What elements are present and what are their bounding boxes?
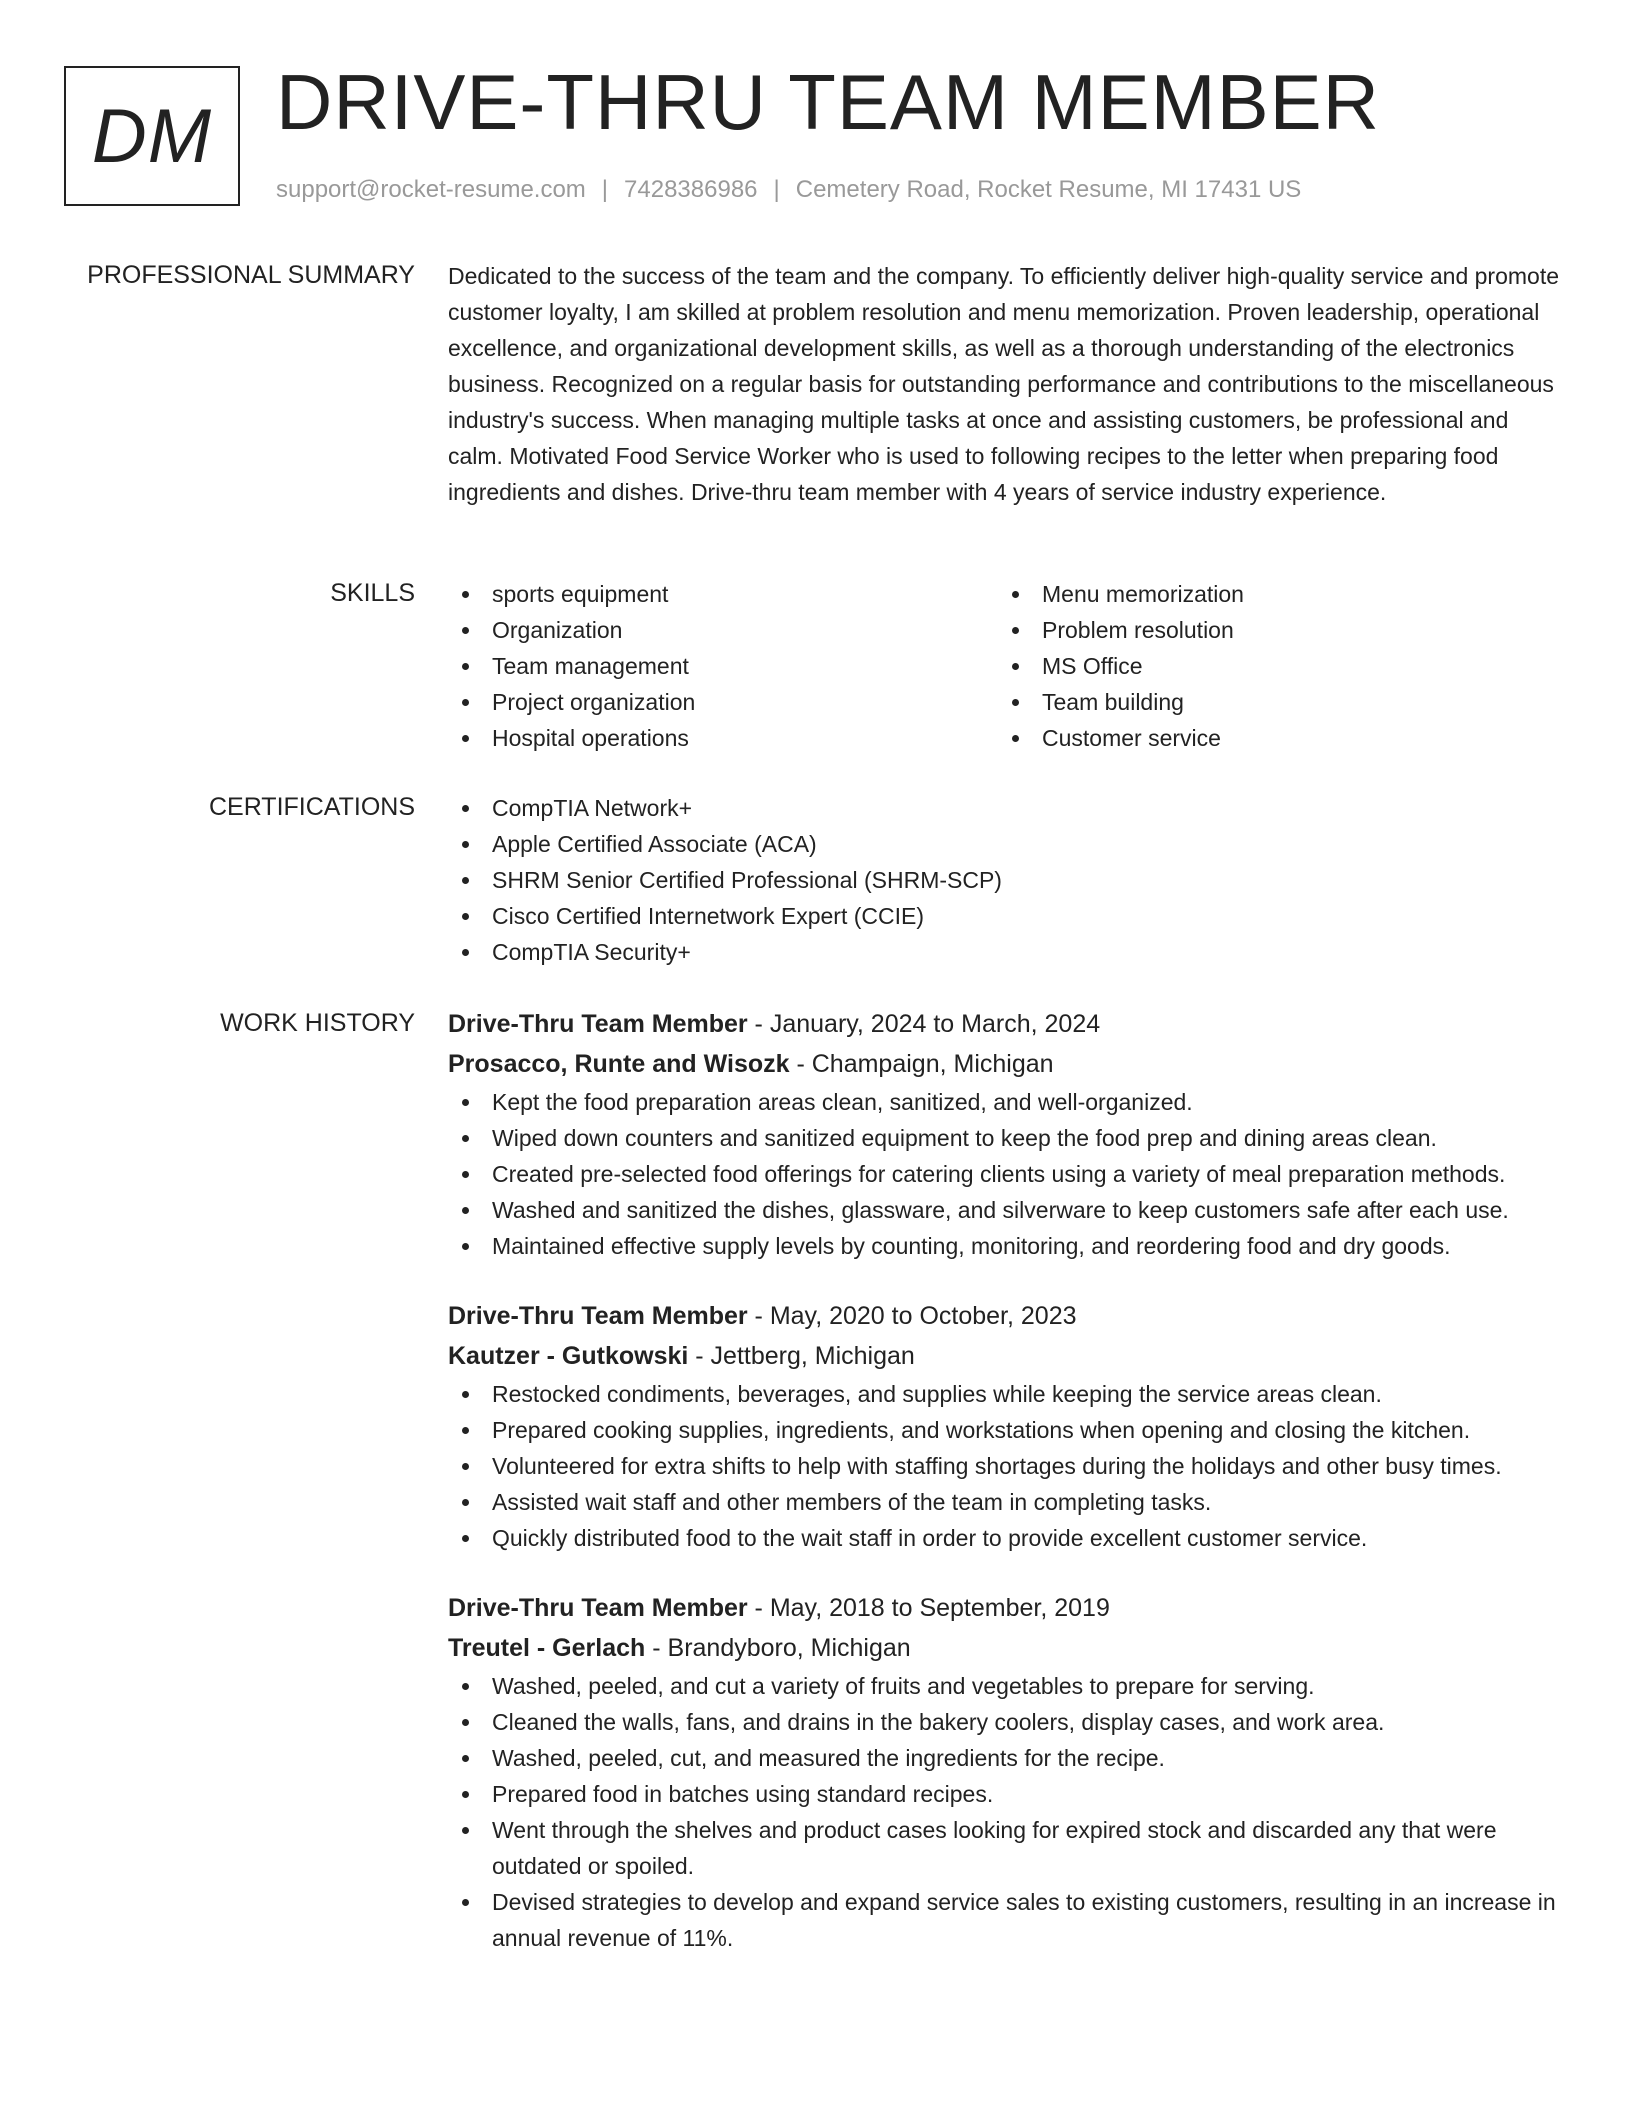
job-title-line [448, 1588, 1568, 1628]
responsibility-item: Volunteered for extra shifts to help with staffing shortages during the holidays and other busy times. [448, 1448, 1568, 1484]
job-company: Kautzer - Gutkowski [448, 1342, 689, 1370]
responsibility-item: Cleaned the walls, fans, and drains in the bakery coolers, display cases, and work area. [448, 1704, 1568, 1740]
job-responsibilities [448, 1668, 1568, 1956]
job-title: Drive-Thru Team Member [448, 1594, 748, 1622]
job-responsibilities [448, 1084, 1568, 1264]
resume-title: DRIVE-THRU TEAM MEMBER [276, 58, 1380, 146]
job-dates: - May, 2018 to September, 2019 [747, 1594, 1110, 1622]
monogram-logo [64, 66, 240, 206]
job-entry [448, 1588, 1568, 1956]
responsibility-item: Kept the food preparation areas clean, sanitized, and well-organized. [448, 1084, 1568, 1120]
skills-list-right [998, 576, 1548, 756]
skill-item: sports equipment [448, 576, 998, 612]
job-title: Drive-Thru Team Member [448, 1010, 748, 1038]
certifications-heading: CERTIFICATIONS [208, 793, 415, 821]
job-location: - Jettberg, Michigan [688, 1342, 915, 1370]
job-company-line [448, 1336, 1568, 1376]
certification-item: Cisco Certified Internetwork Expert (CCIE) [448, 898, 1568, 934]
skills-heading: SKILLS [330, 579, 415, 607]
job-company: Prosacco, Runte and Wisozk [448, 1050, 790, 1078]
responsibility-item: Prepared cooking supplies, ingredients, and workstations when opening and closing the kitchen. [448, 1412, 1568, 1448]
job-entry [448, 1296, 1568, 1556]
responsibility-item: Washed, peeled, cut, and measured the ingredients for the recipe. [448, 1740, 1568, 1776]
responsibility-item: Assisted wait staff and other members of the team in completing tasks. [448, 1484, 1568, 1520]
contact-email: support@rocket-resume.com [276, 176, 586, 203]
summary-heading: PROFESSIONAL SUMMARY [87, 261, 415, 289]
job-location: - Champaign, Michigan [789, 1050, 1054, 1078]
job-title: Drive-Thru Team Member [448, 1302, 748, 1330]
monogram-initials: DM [91, 93, 213, 179]
skill-item: Organization [448, 612, 998, 648]
skill-item: Menu memorization [998, 576, 1548, 612]
certification-item: Apple Certified Associate (ACA) [448, 826, 1568, 862]
responsibility-item: Went through the shelves and product cases looking for expired stock and discarded any that were outdated or spoiled. [448, 1812, 1568, 1884]
responsibility-item: Washed, peeled, and cut a variety of fruits and vegetables to prepare for serving. [448, 1668, 1568, 1704]
responsibility-item: Washed and sanitized the dishes, glassware, and silverware to keep customers safe after each use. [448, 1192, 1568, 1228]
skill-item: Team management [448, 648, 998, 684]
responsibility-item: Prepared food in batches using standard recipes. [448, 1776, 1568, 1812]
job-location: - Brandyboro, Michigan [645, 1634, 911, 1662]
skill-item: Problem resolution [998, 612, 1548, 648]
skills-list-left [448, 576, 998, 756]
summary-text: Dedicated to the success of the team and the company. To efficiently deliver high-quality service and promote customer loyalty, I am skilled at problem resolution and menu memorization. Proven leadership, operational excellence, and organizational development skills, as well as a thorough understanding of the electronics business. Recognized on a regular basis for outstanding performance and contributions to the miscellaneous industry's success. When managing multiple tasks at once and assisting customers, be professional and calm. Motivated Food Service Worker who is used to following recipes to the letter when preparing food ingredients and dishes. Drive-thru team member with 4 years of service industry experience. [448, 263, 1560, 505]
job-responsibilities [448, 1376, 1568, 1556]
skill-item: Project organization [448, 684, 998, 720]
contact-separator: | [601, 176, 609, 203]
certification-item: CompTIA Security+ [448, 934, 1568, 970]
job-company-line [448, 1628, 1568, 1668]
responsibility-item: Devised strategies to develop and expand service sales to existing customers, resulting in an increase in annual revenue of 11%. [448, 1884, 1568, 1956]
certification-item: CompTIA Network+ [448, 790, 1568, 826]
job-dates: - May, 2020 to October, 2023 [747, 1302, 1077, 1330]
job-dates: - January, 2024 to March, 2024 [747, 1010, 1101, 1038]
contact-phone: 7428386986 [624, 176, 758, 203]
certifications-list [448, 790, 1568, 970]
skill-item: Customer service [998, 720, 1548, 756]
responsibility-item: Created pre-selected food offerings for catering clients using a variety of meal preparation methods. [448, 1156, 1568, 1192]
job-company-line [448, 1044, 1568, 1084]
job-title-line [448, 1296, 1568, 1336]
skill-item: Team building [998, 684, 1548, 720]
job-title-line [448, 1004, 1568, 1044]
responsibility-item: Maintained effective supply levels by counting, monitoring, and reordering food and dry goods. [448, 1228, 1568, 1264]
contact-separator: | [773, 176, 780, 203]
responsibility-item: Restocked condiments, beverages, and supplies while keeping the service areas clean. [448, 1376, 1568, 1412]
contact-line [276, 174, 1301, 206]
skill-item: Hospital operations [448, 720, 998, 756]
work-history-heading: WORK HISTORY [220, 1009, 415, 1037]
skill-item: MS Office [998, 648, 1548, 684]
certification-item: SHRM Senior Certified Professional (SHRM-SCP) [448, 862, 1568, 898]
job-entry [448, 1004, 1568, 1264]
responsibility-item: Quickly distributed food to the wait staff in order to provide excellent customer service. [448, 1520, 1568, 1556]
job-company: Treutel - Gerlach [448, 1634, 646, 1662]
contact-address: Cemetery Road, Rocket Resume, MI 17431 US [795, 176, 1302, 203]
responsibility-item: Wiped down counters and sanitized equipment to keep the food prep and dining areas clean. [448, 1120, 1568, 1156]
